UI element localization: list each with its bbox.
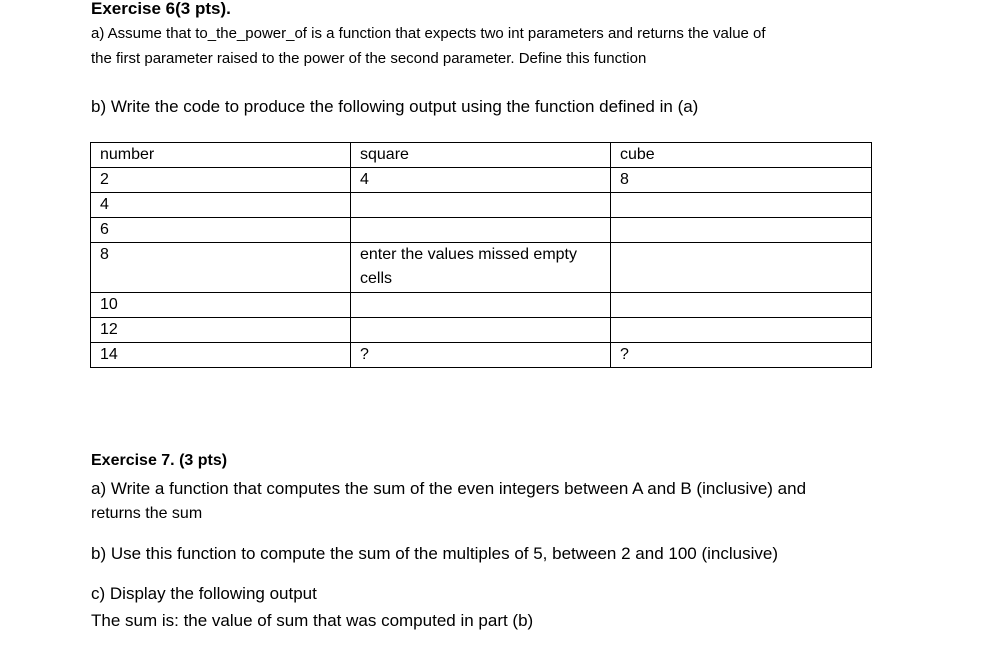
header-square: square — [351, 143, 611, 168]
exercise7-part-b: b) Use this function to compute the sum of the multiples of 5, between 2 and 100 (inclusive) — [91, 544, 778, 563]
table-row — [91, 343, 872, 368]
table-row — [91, 318, 872, 343]
table-row — [91, 293, 872, 318]
table-row — [91, 168, 872, 193]
exercise7-part-a-line1: a) Write a function that computes the sum of the even integers between A and B (inclusive) and — [91, 479, 807, 498]
table-cell — [611, 218, 872, 243]
table-cell — [611, 193, 872, 218]
table-cell: ? — [351, 343, 611, 368]
table-cell: 12 — [91, 318, 351, 343]
table-cell: 6 — [91, 218, 351, 243]
table-cell: 2 — [91, 168, 351, 193]
exercise7-part-a-line2: returns the sum — [91, 505, 203, 522]
table-row — [91, 218, 872, 243]
table-cell: 8 — [91, 243, 351, 293]
table-header-row — [91, 143, 872, 168]
table-cell — [611, 293, 872, 318]
table-row — [91, 193, 872, 218]
exercise6-part-a-line1: a) Assume that to_the_power_of is a function that expects two int parameters and returns the value of — [91, 25, 766, 42]
exercise6-part-b: b) Write the code to produce the following output using the function defined in (a) — [91, 97, 699, 116]
table-cell: 14 — [91, 343, 351, 368]
table-cell — [611, 318, 872, 343]
table-cell: 10 — [91, 293, 351, 318]
table-cell: ? — [611, 343, 872, 368]
header-number: number — [91, 143, 351, 168]
table-cell: 4 — [351, 168, 611, 193]
output-table — [90, 142, 872, 368]
exercise6-title: Exercise 6(3 pts). — [91, 0, 231, 18]
table-cell — [351, 318, 611, 343]
table-cell — [351, 193, 611, 218]
exercise7-part-c: c) Display the following output — [91, 584, 317, 603]
exercise7-title: Exercise 7. (3 pts) — [91, 452, 228, 469]
exercise6-part-a-line2: the first parameter raised to the power of the second parameter. Define this function — [91, 50, 647, 67]
table-cell — [351, 293, 611, 318]
table-cell-note: enter the values missed empty cells — [351, 243, 611, 293]
table-cell: 4 — [91, 193, 351, 218]
table-row — [91, 243, 872, 293]
header-cube: cube — [611, 143, 872, 168]
exercise7-output-line: The sum is: the value of sum that was computed in part (b) — [91, 611, 534, 630]
table-cell: 8 — [611, 168, 872, 193]
table-cell — [351, 218, 611, 243]
table-cell — [611, 243, 872, 293]
